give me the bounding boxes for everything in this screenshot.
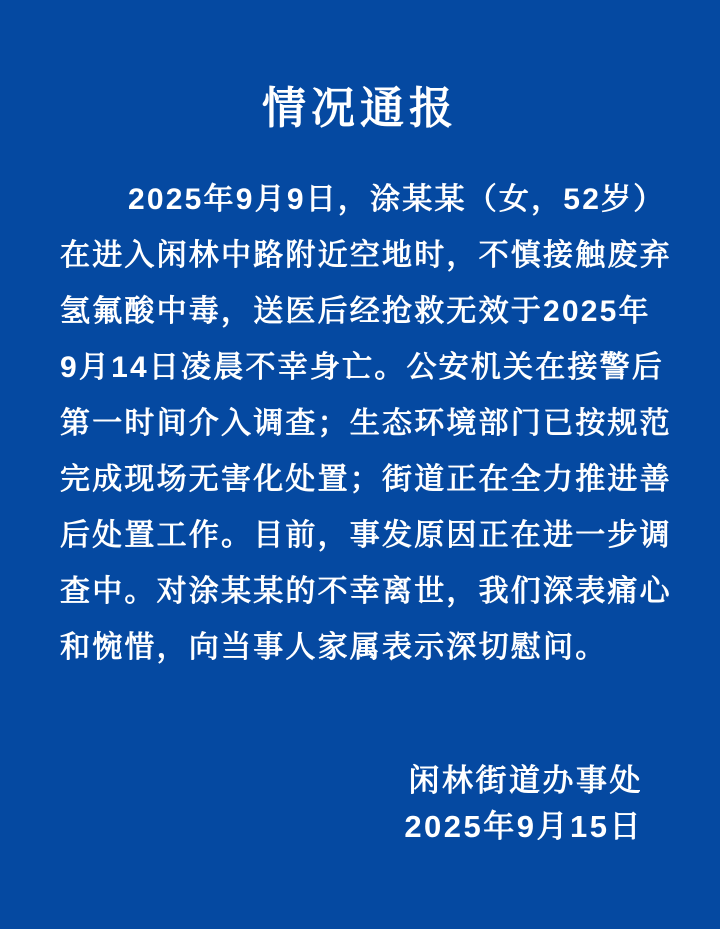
body-line: 氢氟酸中毒，送医后经抢救无效于2025年: [60, 295, 651, 328]
body-line: 完成现场无害化处置；街道正在全力推进善: [60, 463, 672, 496]
body-line: 后处置工作。目前，事发原因正在进一步调: [60, 519, 672, 552]
notice-date: 2025年9月15日: [404, 809, 643, 844]
body-line: 和惋惜，向当事人家属表示深切慰问。: [60, 631, 608, 664]
signature: 闲林街道办事处: [408, 763, 643, 798]
notice-title: 情况通报: [262, 84, 458, 133]
body-line: 在进入闲林中路附近空地时，不慎接触废弃: [60, 239, 672, 272]
notice-body: [60, 172, 672, 676]
body-line: 第一时间介入调查；生态环境部门已按规范: [60, 407, 672, 440]
signature-block: [404, 758, 643, 850]
body-line: 9月14日凌晨不幸身亡。公安机关在接警后: [60, 351, 665, 384]
body-line: 查中。对涂某某的不幸离世，我们深表痛心: [60, 575, 672, 608]
body-line: 2025年9月9日，涂某某（女，52岁）: [128, 183, 666, 216]
